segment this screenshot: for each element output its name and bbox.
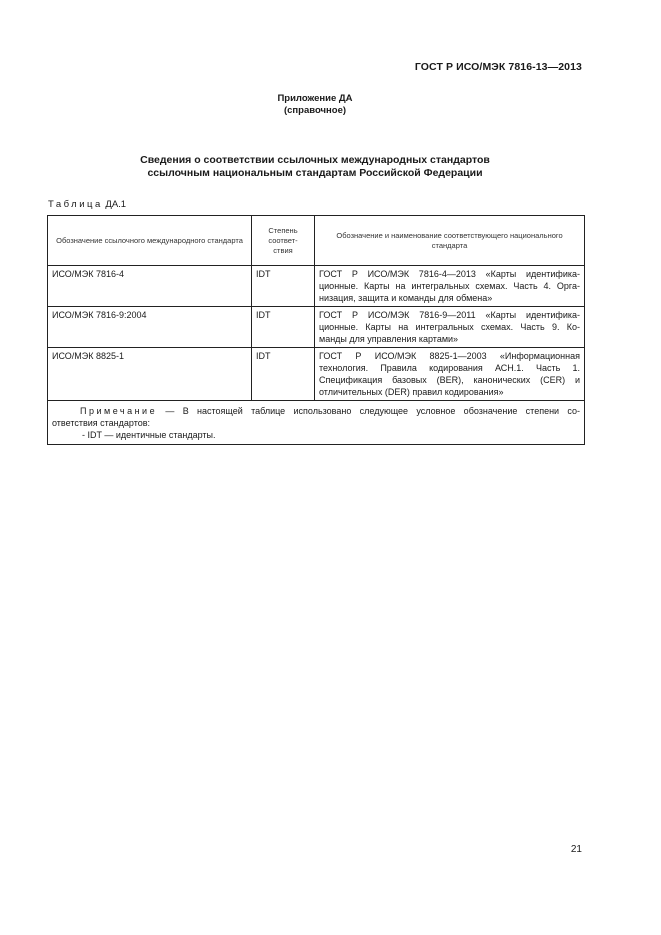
table-note (48, 401, 585, 445)
cell-text-line: ционные. Карты на интегральных схемах. Часть 9. Ко- (319, 322, 580, 332)
cell-degree: IDT (252, 348, 315, 401)
cell-degree: IDT (252, 266, 315, 307)
column-header-national-standard-text: Обозначение и наименование соответствующего национального стандарта (336, 230, 563, 250)
cell-text-line: ГОСТ Р ИСО/МЭК 8825-1—2003 «Информационная (319, 351, 580, 361)
table-caption-id: ДА.1 (105, 199, 127, 210)
table-note-text: — В настоящей таблице использовано следующее условное обозначение степени со- (157, 406, 580, 416)
column-header-national-standard (315, 216, 585, 266)
document-code-header: ГОСТ Р ИСО/МЭК 7816-13—2013 (414, 61, 582, 73)
cell-text-line: ционные. Карты на интегральных схемах. Часть 4. Орга- (319, 281, 580, 291)
standards-correspondence-table (47, 215, 585, 445)
table-caption (48, 199, 126, 210)
table-row (48, 307, 585, 348)
appendix-title-block (0, 93, 630, 117)
section-heading-line-2: ссылочным национальным стандартам Российской Федерации (147, 167, 483, 179)
table-note-text-continued: ответствия стандартов: (52, 418, 151, 428)
table-row (48, 266, 585, 307)
cell-text-line: низация, защита и команды для обмена» (319, 293, 493, 303)
page-number: 21 (570, 844, 582, 855)
column-header-international-standard-text: Обозначение ссылочного международного стандарта (56, 235, 243, 245)
cell-text-line: Спецификация базовых (BER), канонических (CER) и (319, 375, 580, 385)
table-note-item: - IDT — идентичные стандарты. (82, 430, 216, 440)
column-header-degree (252, 216, 315, 266)
cell-text-line: манды для управления картами» (319, 334, 459, 344)
cell-international-standard: ИСО/МЭК 7816-9:2004 (48, 307, 252, 348)
cell-national-standard (315, 348, 585, 401)
cell-text-line: ГОСТ Р ИСО/МЭК 7816-4—2013 «Карты идентифика- (319, 269, 580, 279)
table-caption-prefix: Таблица (48, 199, 103, 210)
cell-national-standard (315, 266, 585, 307)
section-heading-line-1: Сведения о соответствии ссылочных международных стандартов (140, 154, 490, 166)
column-header-degree-line: Степень (268, 225, 298, 235)
table-header-row (48, 216, 585, 266)
cell-national-standard (315, 307, 585, 348)
table-note-row (48, 401, 585, 445)
cell-international-standard: ИСО/МЭК 8825-1 (48, 348, 252, 401)
table-row (48, 348, 585, 401)
cell-text-line: ГОСТ Р ИСО/МЭК 7816-9—2011 «Карты идентифика- (319, 310, 580, 320)
table-note-label: Примечание (80, 406, 158, 416)
column-header-international-standard (48, 216, 252, 266)
appendix-subtitle: (справочное) (283, 105, 347, 116)
cell-international-standard: ИСО/МЭК 7816-4 (48, 266, 252, 307)
cell-text-line: отличительных (DER) правил кодирования» (319, 387, 504, 397)
column-header-degree-line: ствия (273, 245, 293, 255)
column-header-degree-line: соответ- (268, 235, 298, 245)
cell-degree: IDT (252, 307, 315, 348)
cell-text-line: технология. Правила кодирования АСН.1. Часть 1. (319, 363, 580, 373)
appendix-title: Приложение ДА (277, 93, 353, 104)
table-note-line (52, 405, 580, 417)
section-heading (0, 154, 630, 180)
